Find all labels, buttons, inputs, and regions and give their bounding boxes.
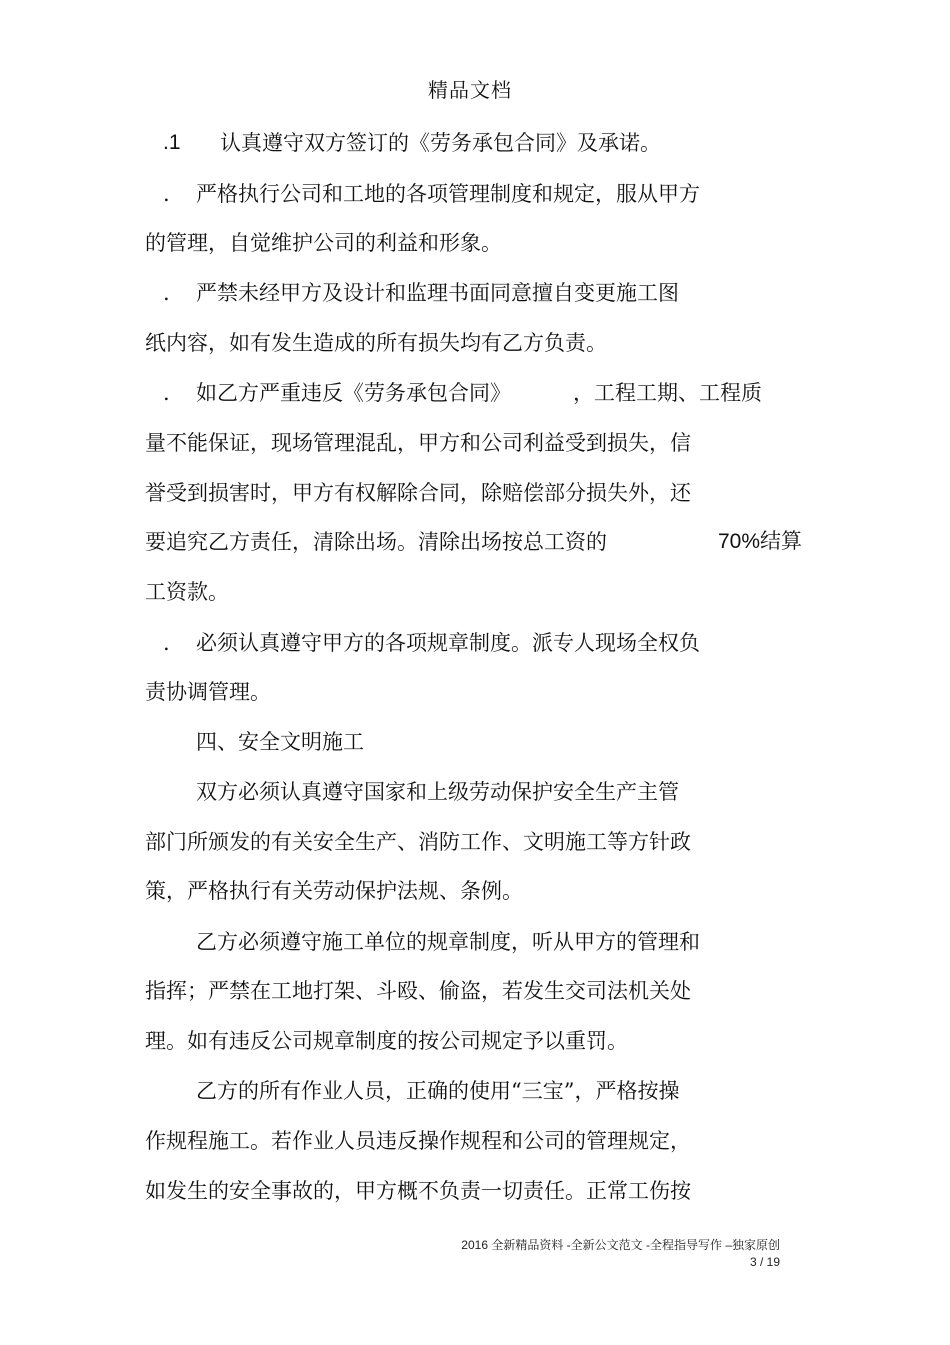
- text-line: 量不能保证，现场管理混乱，甲方和公司利益受到损失，信: [145, 431, 691, 455]
- text-line: 乙方必须遵守施工单位的规章制度，听从甲方的管理和: [196, 930, 700, 954]
- page-header-title: 精品文档: [428, 78, 512, 102]
- text-line: 理。如有违反公司规章制度的按公司规定予以重罚。: [145, 1029, 628, 1053]
- text-line: 70%结算: [718, 530, 803, 553]
- text-line: 的管理，自觉维护公司的利益和形象。: [145, 231, 502, 255]
- text-line: 纸内容，如有发生造成的所有损失均有乙方负责。: [145, 331, 607, 355]
- text-line: 工资款。: [145, 580, 229, 604]
- text-line: 部门所颁发的有关安全生产、消防工作、文明施工等方针政: [145, 830, 691, 854]
- text-line: 誉受到损害时，甲方有权解除合同，除赔偿部分损失外，还: [145, 481, 691, 505]
- text-line: 如乙方严重违反《劳务承包合同》: [196, 381, 511, 405]
- page-number: 3 / 19: [749, 1255, 780, 1269]
- text-line: 要追究乙方责任，清除出场。清除出场按总工资的: [145, 530, 607, 554]
- text-line: 认真遵守双方签订的《劳务承包合同》及承诺。: [220, 131, 661, 155]
- text-line: 严禁未经甲方及设计和监理书面同意擅自变更施工图: [196, 281, 679, 305]
- section-heading: 四、安全文明施工: [196, 730, 364, 754]
- item-number: .: [163, 182, 170, 206]
- text-line: 指挥；严禁在工地打架、斗殴、偷盗，若发生交司法机关处: [145, 979, 691, 1003]
- item-number: .: [163, 631, 170, 655]
- text-line: 乙方的所有作业人员，正确的使用“三宝”，严格按操: [196, 1079, 680, 1103]
- text-line: 作规程施工。若作业人员违反操作规程和公司的管理规定，: [145, 1129, 691, 1153]
- item-number: .: [163, 281, 170, 305]
- item-number: .: [163, 381, 170, 405]
- text-line: 严格执行公司和工地的各项管理制度和规定，服从甲方: [196, 182, 700, 206]
- footer-text: 2016 全新精品资料 -全新公文范文 -全程指导写作 –独家原创: [461, 1238, 780, 1252]
- text-line: 双方必须认真遵守国家和上级劳动保护安全生产主管: [196, 780, 679, 804]
- text-line: ，工程工期、工程质: [573, 381, 762, 405]
- text-line: 策，严格执行有关劳动保护法规、条例。: [145, 879, 523, 903]
- text-line: 必须认真遵守甲方的各项规章制度。派专人现场全权负: [196, 631, 700, 655]
- item-number: .1: [163, 131, 181, 154]
- text-line: 责协调管理。: [145, 680, 271, 704]
- text-line: 如发生的安全事故的，甲方概不负责一切责任。正常工伤按: [145, 1179, 691, 1203]
